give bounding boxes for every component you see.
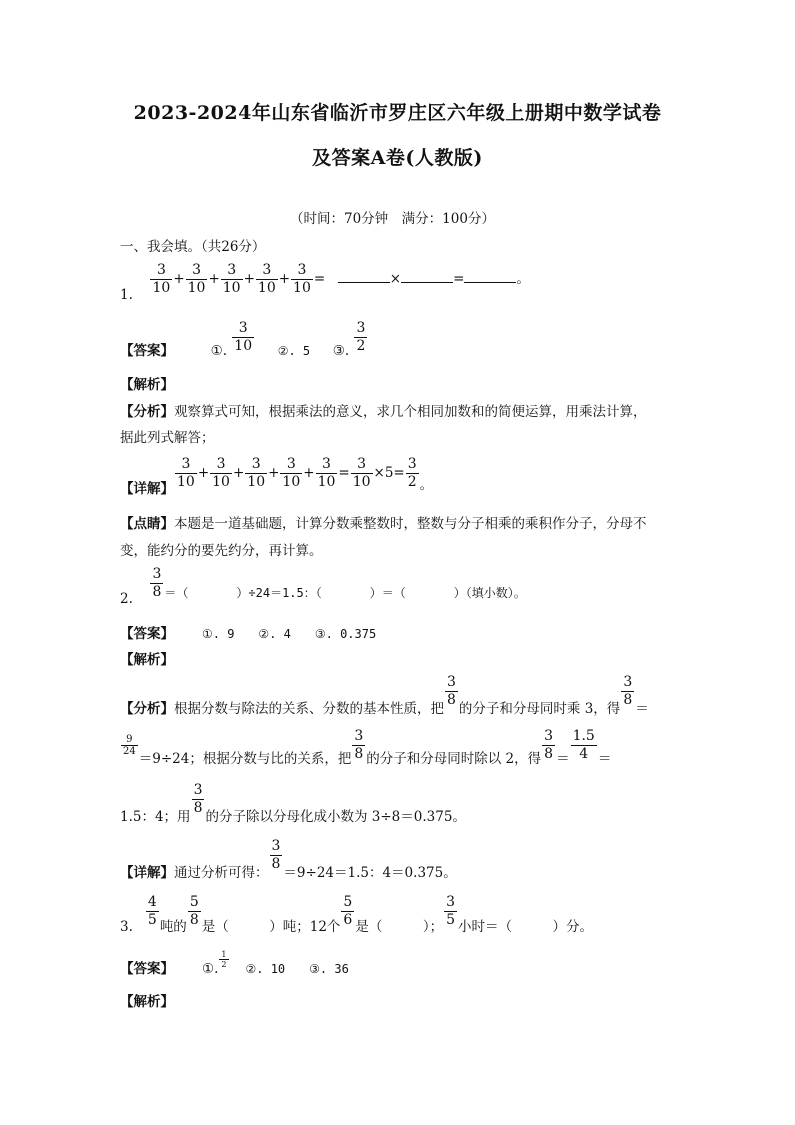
q2-analysis-label: 【解析】: [120, 652, 174, 668]
q1-tip: 【点睛】本题是一道基础题，计算分数乘整数时，整数与分子相乘的乘积作分子，分母不: [120, 516, 647, 532]
q2-answer: 【答案】 ①. 9 ②. 4 ③. 0.375: [120, 626, 377, 642]
q1-frac: $\frac{3}{10}$: [152, 262, 171, 296]
q1-detail: 【详解】 $\frac{3}{10}$ + $\frac{3}{10}$ + $\frac{3}{10}$ + $\frac{3}{10}$ + $\frac{3}{10}$ = $\frac{3}{10}$ ×5= $\frac{3}{2}$ 。: [120, 456, 434, 497]
doc-title-line2: 及答案A卷(人教版): [312, 147, 483, 169]
q1-analysis-label: 【解析】: [120, 377, 174, 393]
q1-blank-3[interactable]: [464, 270, 516, 283]
q1-number: 1.: [120, 287, 133, 303]
q3-analysis-label: 【解析】: [120, 994, 174, 1010]
doc-title-line1: 2023-2024年山东省临沂市罗庄区六年级上册期中数学试卷: [133, 102, 662, 124]
q2-fenxi-3: 1.5：4；用 $\frac{3}{8}$ 的分子除以分母化成小数为 3÷8＝0.375。: [120, 782, 466, 825]
q1-blank-1[interactable]: [338, 270, 390, 283]
q2-detail: 【详解】通过分析可得： $\frac{3}{8}$ ＝9÷24＝1.5：4＝0.375。: [120, 838, 457, 881]
q1-tip-cont: 变，能约分的要先约分，再计算。: [120, 543, 323, 559]
q1-fenxi-cont: 据此列式解答；: [120, 430, 215, 446]
q3-line: 3. $\frac{4}{5}$ 吨的 $\frac{5}{8}$ 是（ ）吨；12个 $\frac{5}{6}$ 是（ ）； $\frac{3}{5}$ 小时＝（ ）分。: [120, 894, 594, 935]
exam-meta: （时间：70分钟 满分：100分）: [290, 211, 495, 227]
q3-answer: 【答案】 ①. $\frac{1}{2}$ ②. 10 ③. 36: [120, 950, 349, 977]
q1-fenxi: 【分析】观察算式可知，根据乘法的意义，求几个相同加数和的简便运算，用乘法计算，: [120, 404, 647, 420]
q1-blank-2[interactable]: [401, 270, 453, 283]
q1-line: 1. $\frac{3}{10}$ + $\frac{3}{10}$ + $\frac{3}{10}$ + $\frac{3}{10}$ + $\frac{3}{10}$ = × = 。: [120, 262, 530, 303]
q1-answer: 【答案】 ①. $\frac{3}{10}$ ②. 5 ③. $\frac{3}{2}$: [120, 320, 366, 359]
q2-line: 2. $\frac{3}{8}$ ＝（ ）÷24＝1.5：（ ）＝（ ）（填小数）。: [120, 566, 526, 607]
section-heading: 一、我会填。（共26分）: [120, 239, 266, 255]
q2-fenxi-2: $\frac{9}{24}$ ＝9÷24；根据分数与比的关系，把 $\frac{3}{8}$ 的分子和分母同时除以 2，得 $\frac{3}{8}$ ＝ $\frac{1.5}{4}$ ＝: [123, 728, 612, 767]
q2-fenxi-1: 【分析】根据分数与除法的关系、分数的基本性质，把 $\frac{3}{8}$ 的分子和分母同时乘 3，得 $\frac{3}{8}$ ＝: [120, 674, 649, 717]
